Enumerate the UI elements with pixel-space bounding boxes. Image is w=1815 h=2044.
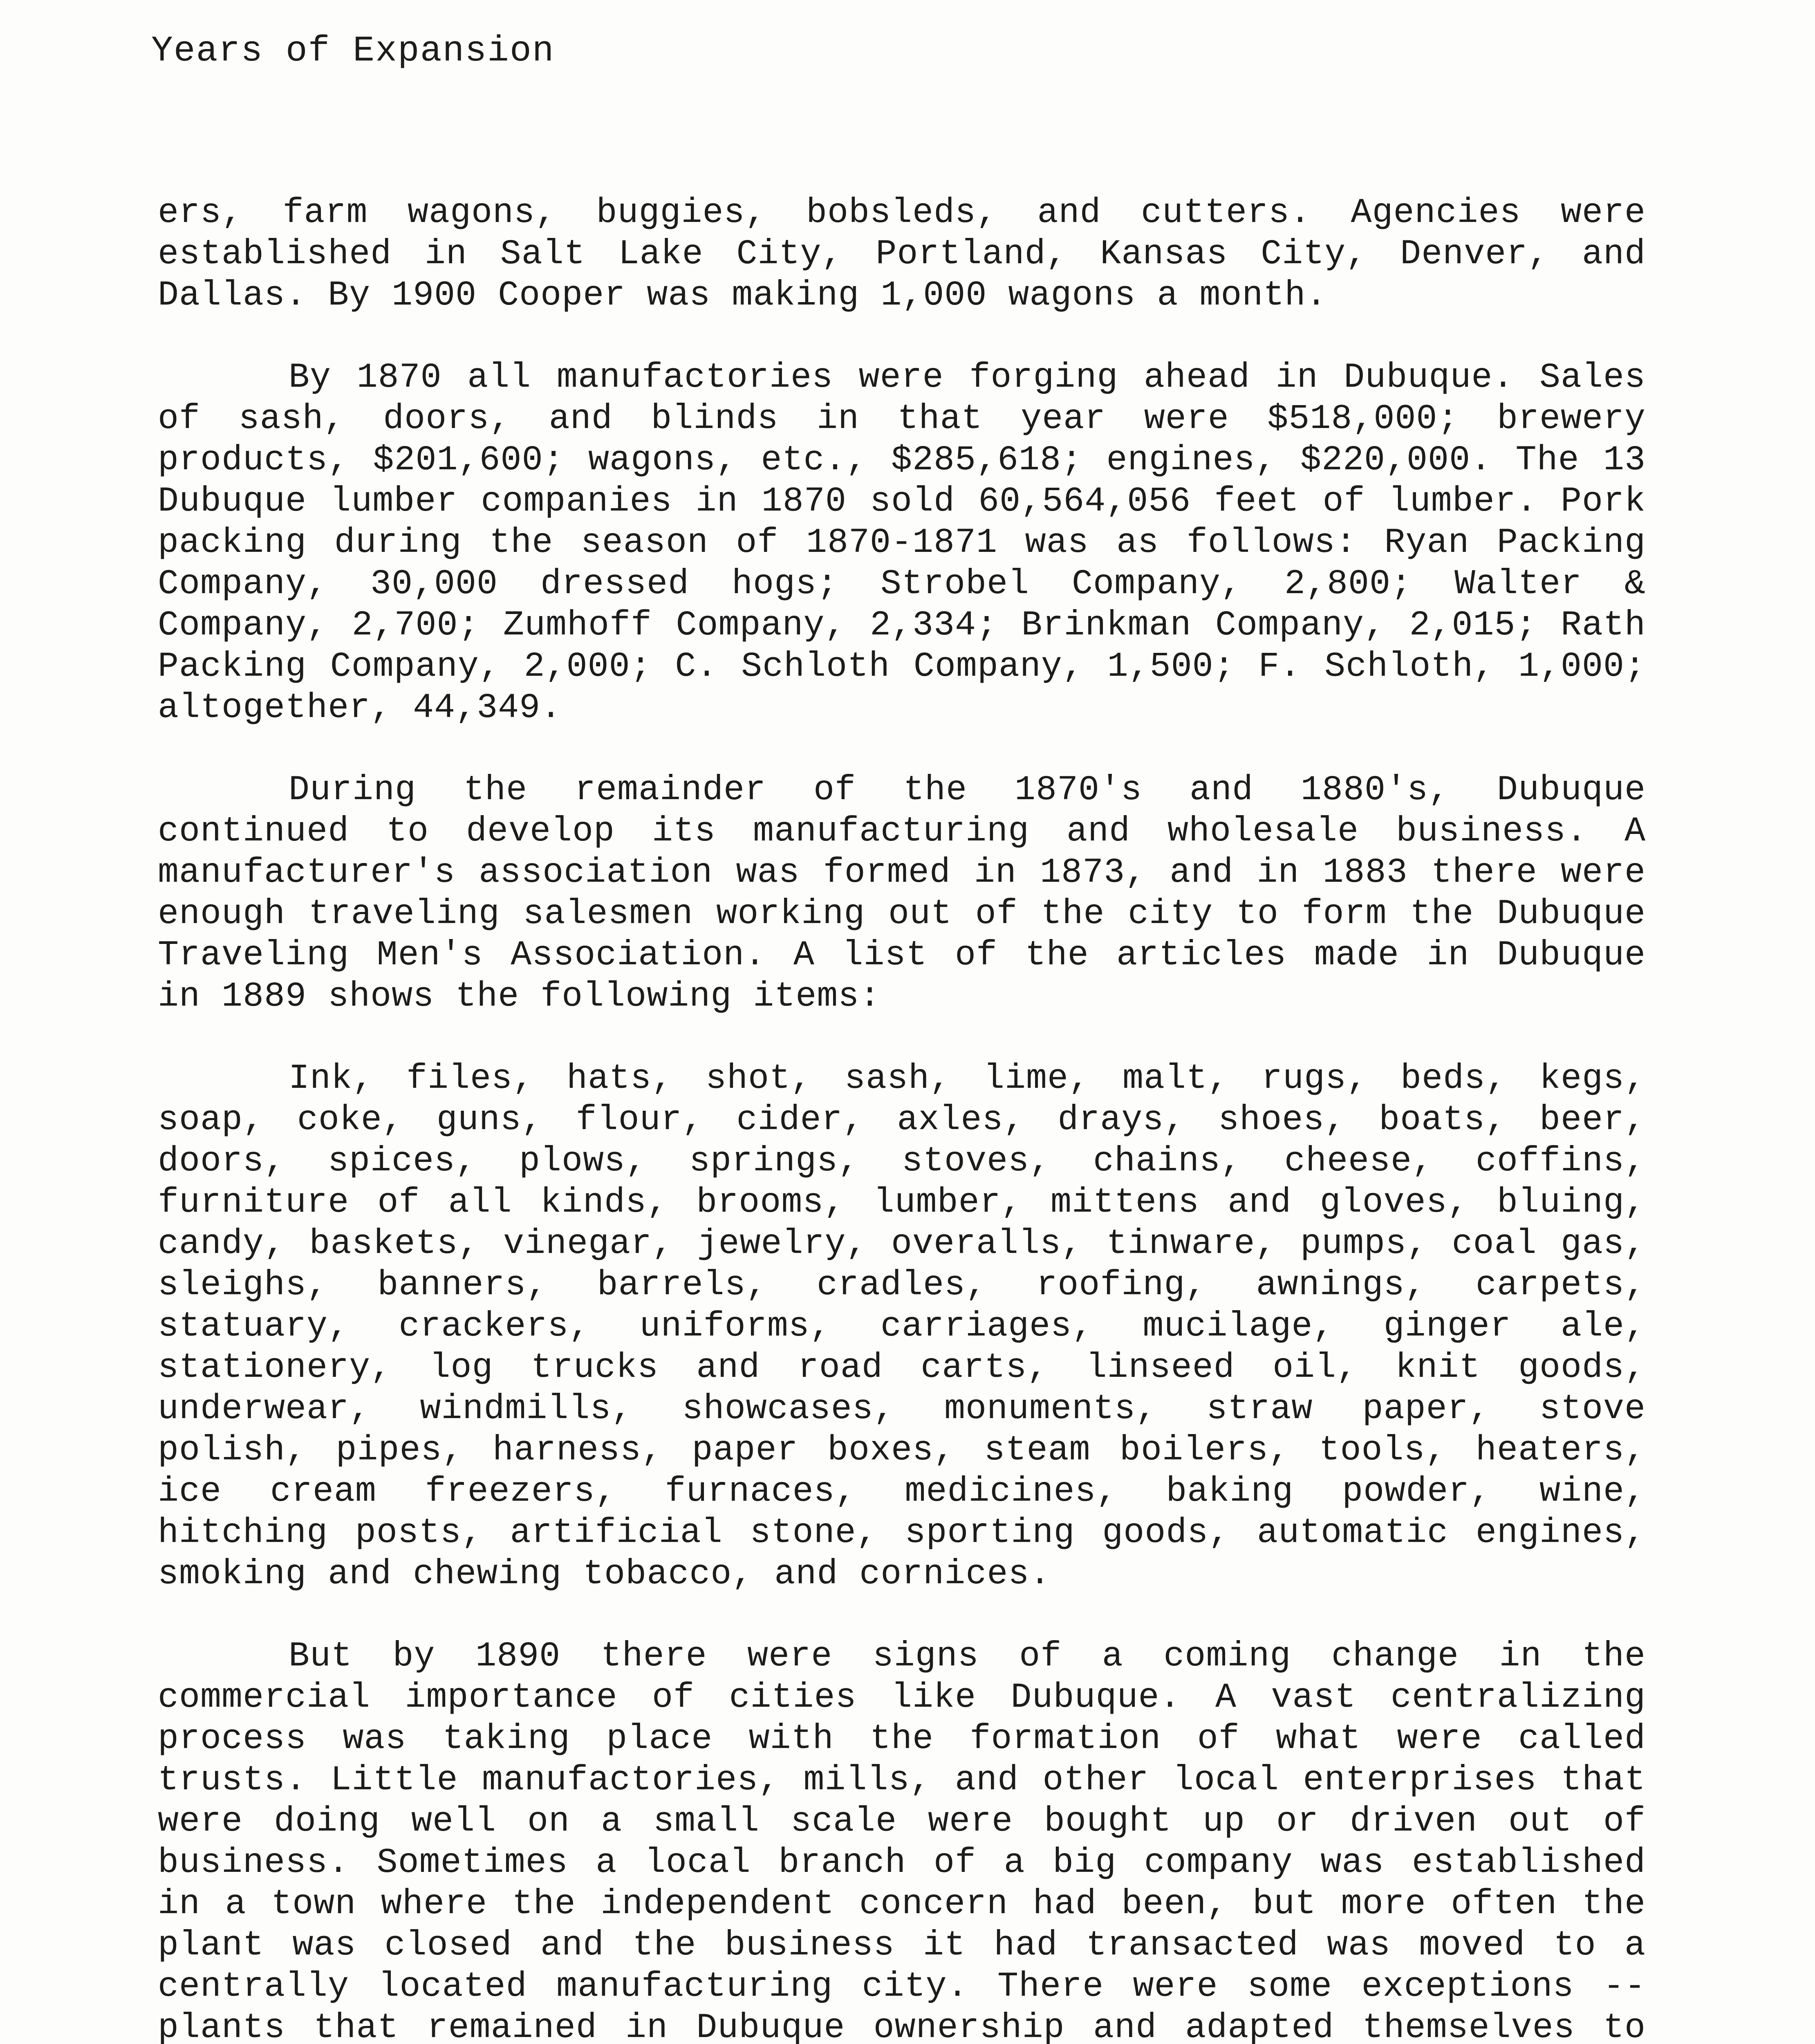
paragraph-manufacturing-1880s: During the remainder of the 1870's and 1880's, Dubuque continued to develop its manufacturing and wholesale business. A manufacturer's association was formed in 1873, and in 1883 there were enough traveling salesmen working out of the city to form the Dubuque Traveling Men's Association. A list of the articles made in Dubuque in 1889 shows the following items: xyxy=(158,770,1646,1016)
running-head: Years of Expansion xyxy=(151,31,555,72)
body-text xyxy=(158,192,1646,2044)
paragraph-trusts-1890: But by 1890 there were signs of a coming change in the commercial importance of cities like Dubuque. A vast centralizing process was taking place with the formation of what were called trusts. Little manufactories, mills, and other local enterprises that were doing well on a small scale were bought up or driven out of business. Sometimes a local branch of a big company was established in a town where the independent concern had been, but more often the plant was closed and the business it had transacted was moved to a centrally located manufacturing city. There were some exceptions -- plants that remained in Dubuque ownership and adapted themselves to xyxy=(158,1636,1646,2044)
paragraph-articles-list: Ink, files, hats, shot, sash, lime, malt, rugs, beds, kegs, soap, coke, guns, flour, cider, axles, drays, shoes, boats, beer, doors, spices, plows, springs, stoves, chains, cheese, coffins, furniture of all kinds, brooms, lumber, mittens and gloves, bluing, candy, baskets, vinegar, jewelry, overalls, tinware, pumps, coal gas, sleighs, banners, barrels, cradles, roofing, awnings, carpets, statuary, crackers, uniforms, carriages, mucilage, ginger ale, stationery, log trucks and road carts, linseed oil, knit goods, underwear, windmills, showcases, monuments, straw paper, stove polish, pipes, harness, paper boxes, steam boilers, tools, heaters, ice cream freezers, furnaces, medicines, baking powder, wine, hitching posts, artificial stone, sporting goods, automatic engines, smoking and chewing tobacco, and cornices. xyxy=(158,1059,1646,1594)
paragraph-continuation: ers, farm wagons, buggies, bobsleds, and cutters. Agencies were established in Salt Lake City, Portland, Kansas City, Denver, and Dallas. By 1900 Cooper was making 1,000 wagons a month. xyxy=(158,193,1646,315)
paragraph-manufacturing-1870: By 1870 all manufactories were forging ahead in Dubuque. Sales of sash, doors, and blinds in that year were $518,000; brewery products, $201,600; wagons, etc., $285,618; engines, $220,000. The 13 Dubuque lumber companies in 1870 sold 60,564,056 feet of lumber. Pork packing during the season of 1870-1871 was as follows: Ryan Packing Company, 30,000 dressed hogs; Strobel Company, 2,800; Walter & Company, 2,700; Zumhoff Company, 2,334; Brinkman Company, 2,015; Rath Packing Company, 2,000; C. Schloth Company, 1,500; F. Schloth, 1,000; altogether, 44,349. xyxy=(158,358,1646,728)
